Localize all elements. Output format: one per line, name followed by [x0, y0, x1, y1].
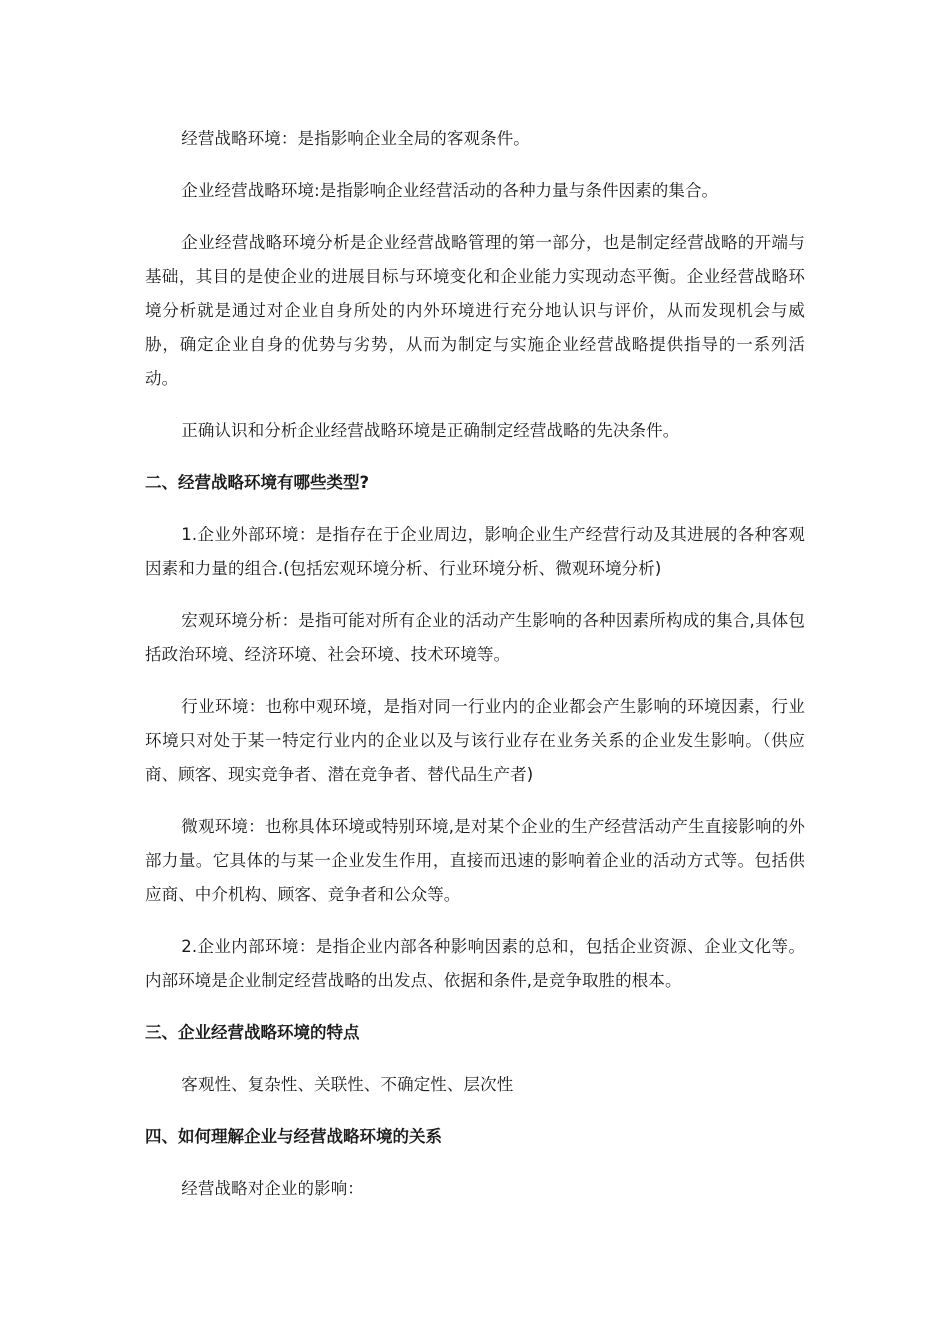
paragraph-enterprise-definition: 企业经营战略环境:是指影响企业经营活动的各种力量与条件因素的集合。: [181, 181, 719, 200]
section-heading-features: 三、企业经营战略环境的特点: [145, 1023, 360, 1042]
paragraph-internal-environment: 2.企业内部环境：是指企业内部各种影响因素的总和，包括企业资源、企业文化等。内部环境是企业制定经营战略的出发点、依据和条件,是竞争取胜的根本。: [145, 937, 805, 990]
paragraph-industry-environment: 行业环境：也称中观环境，是指对同一行业内的企业都会产生影响的环境因素，行业环境只对处于某一特定行业内的企业以及与该行业存在业务关系的企业发生影响。（供应商、顾客、现实竞争者、潜在竞争者、替代品生产者): [145, 697, 805, 784]
section-heading-relationship: 四、如何理解企业与经营战略环境的关系: [145, 1127, 442, 1146]
paragraph-analysis: 企业经营战略环境分析是企业经营战略管理的第一部分，也是制定经营战略的开端与基础，其目的是使企业的进展目标与环境变化和企业能力实现动态平衡。企业经营战略环境分析就是通过对企业自身所处的内外环境进行充分地认识与评价，从而发现机会与威胁，确定企业自身的优势与劣势，从而为制定与实施企业经营战略提供指导的一系列活动。: [145, 233, 805, 388]
document-body: [145, 122, 805, 1224]
paragraph-external-environment: 1.企业外部环境：是指存在于企业周边，影响企业生产经营行动及其进展的各种客观因素和力量的组合.(包括宏观环境分析、行业环境分析、微观环境分析): [145, 525, 805, 578]
paragraph-macro-environment: 宏观环境分析：是指可能对所有企业的活动产生影响的各种因素所构成的集合,具体包括政治环境、经济环境、社会环境、技术环境等。: [145, 611, 805, 664]
paragraph-micro-environment: 微观环境：也称具体环境或特别环境,是对某个企业的生产经营活动产生直接影响的外部力量。它具体的与某一企业发生作用，直接而迅速的影响着企业的活动方式等。包括供应商、中介机构、顾客、竞争者和公众等。: [145, 817, 805, 904]
paragraph-definition: 经营战略环境：是指影响企业全局的客观条件。: [181, 129, 530, 148]
section-heading-types: 二、经营战略环境有哪些类型?: [145, 473, 370, 492]
paragraph-precondition: 正确认识和分析企业经营战略环境是正确制定经营战略的先决条件。: [181, 421, 680, 440]
paragraph-features-list: 客观性、复杂性、关联性、不确定性、层次性: [181, 1075, 514, 1094]
paragraph-strategy-influence: 经营战略对企业的影响：: [181, 1179, 364, 1198]
